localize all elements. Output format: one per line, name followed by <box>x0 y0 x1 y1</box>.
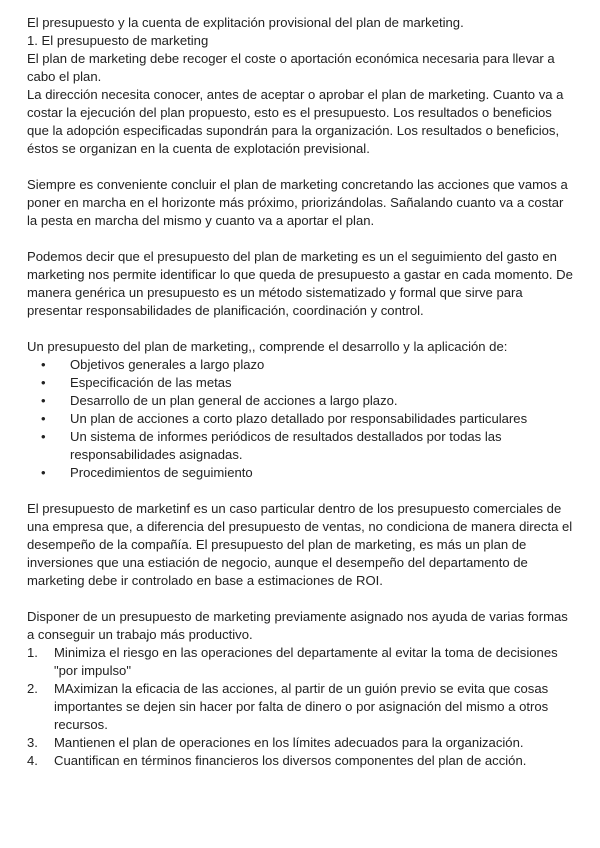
numbered-item <box>27 680 575 734</box>
bullet-item <box>27 410 575 428</box>
bullet-mark: • <box>41 357 46 372</box>
spacer <box>27 320 575 338</box>
item-text: MAximizan la eficacia de las acciones, al partir de un guión previo se evita que cosas importantes se dejen sin hacer por falta de dinero o por asignación del mismo a otros recursos. <box>54 681 549 732</box>
document-heading: El presupuesto y la cuenta de explitación provisional del plan de marketing. <box>27 15 464 30</box>
bullet-mark: • <box>41 411 46 426</box>
bullet-mark: • <box>41 465 46 480</box>
paragraph-conclusion: Siempre es conveniente concluir el plan de marketing concretando las acciones que vamos a poner en marcha en el horizonte más próximo, priorizándolas. Sañalando cuanto va a costar la pesta en marcha del mismo y cuanto va a aportar el plan. <box>27 177 568 228</box>
spacer <box>27 590 575 608</box>
bullet-text: Desarrollo de un plan general de acciones a largo plazo. <box>70 393 398 408</box>
bullet-item <box>27 464 575 482</box>
numbered-list <box>27 644 575 770</box>
numbered-item <box>27 752 575 770</box>
bullet-text: Especificación de las metas <box>70 375 232 390</box>
document-page <box>27 14 575 770</box>
numbered-item <box>27 644 575 680</box>
bullet-item <box>27 428 575 464</box>
bullet-text: Un plan de acciones a corto plazo detallado por responsabilidades particulares <box>70 411 528 426</box>
bullet-mark: • <box>41 375 46 390</box>
bullet-item <box>27 392 575 410</box>
bullet-mark: • <box>41 393 46 408</box>
bullet-item <box>27 356 575 374</box>
bullet-text: Un sistema de informes periódicos de resultados destallados por todas las responsabilidades asignadas. <box>70 429 502 462</box>
item-text: Mantienen el plan de operaciones en los límites adecuados para la organización. <box>54 735 524 750</box>
item-text: Cuantifican en términos financieros los diversos componentes del plan de acción. <box>54 753 527 768</box>
bullet-text: Procedimientos de seguimiento <box>70 465 253 480</box>
bullet-mark: • <box>41 429 46 444</box>
numbered-item <box>27 734 575 752</box>
list-intro: Un presupuesto del plan de marketing,, comprende el desarrollo y la aplicación de: <box>27 339 508 354</box>
section-title: 1. El presupuesto de marketing <box>27 33 209 48</box>
spacer <box>27 158 575 176</box>
item-number: 3. <box>27 735 38 750</box>
bullet-item <box>27 374 575 392</box>
paragraph-marketing-budget: El presupuesto de marketinf es un caso particular dentro de los presupuesto comerciales de una empresa que, a diferencia del presupuesto de ventas, no condiciona de manera directa el desempeño de la compañía. El presupuesto del plan de marketing, es más un plan de inversiones que una estiación de negocio, aunque el desempeño del departamento de marketing debe ir controlado en base a estimaciones de ROI. <box>27 501 573 588</box>
spacer <box>27 482 575 500</box>
item-text: Minimiza el riesgo en las operaciones del departamente al evitar la toma de decisiones "por impulso" <box>54 645 558 678</box>
paragraph-definition: Podemos decir que el presupuesto del plan de marketing es un el seguimiento del gasto en marketing nos permite identificar lo que queda de presupuesto a gastar en cada momento. De manera genérica un presupuesto es un método sistematizado y formal que sirve para presentar responsabilidades de planificación, coordinación y control. <box>27 249 573 318</box>
item-number: 2. <box>27 681 38 696</box>
item-number: 1. <box>27 645 38 660</box>
intro-paragraph-1: El plan de marketing debe recoger el coste o aportación económica necesaria para llevar a cabo el plan. <box>27 51 555 84</box>
paragraph-benefits-intro: Disponer de un presupuesto de marketing previamente asignado nos ayuda de varias formas a conseguir un trabajo más productivo. <box>27 609 568 642</box>
intro-paragraph-2: La dirección necesita conocer, antes de aceptar o aprobar el plan de marketing. Cuanto va a costar la ejecución del plan propuesto, esto es el presupuesto. Los resultados o beneficios que la adopción especificadas supondrán para la organización. Los resultados o beneficios, éstos se organizan en la cuenta de explotación previsional. <box>27 87 564 156</box>
spacer <box>27 230 575 248</box>
bullet-text: Objetivos generales a largo plazo <box>70 357 265 372</box>
bullet-list <box>27 356 575 482</box>
item-number: 4. <box>27 753 38 768</box>
